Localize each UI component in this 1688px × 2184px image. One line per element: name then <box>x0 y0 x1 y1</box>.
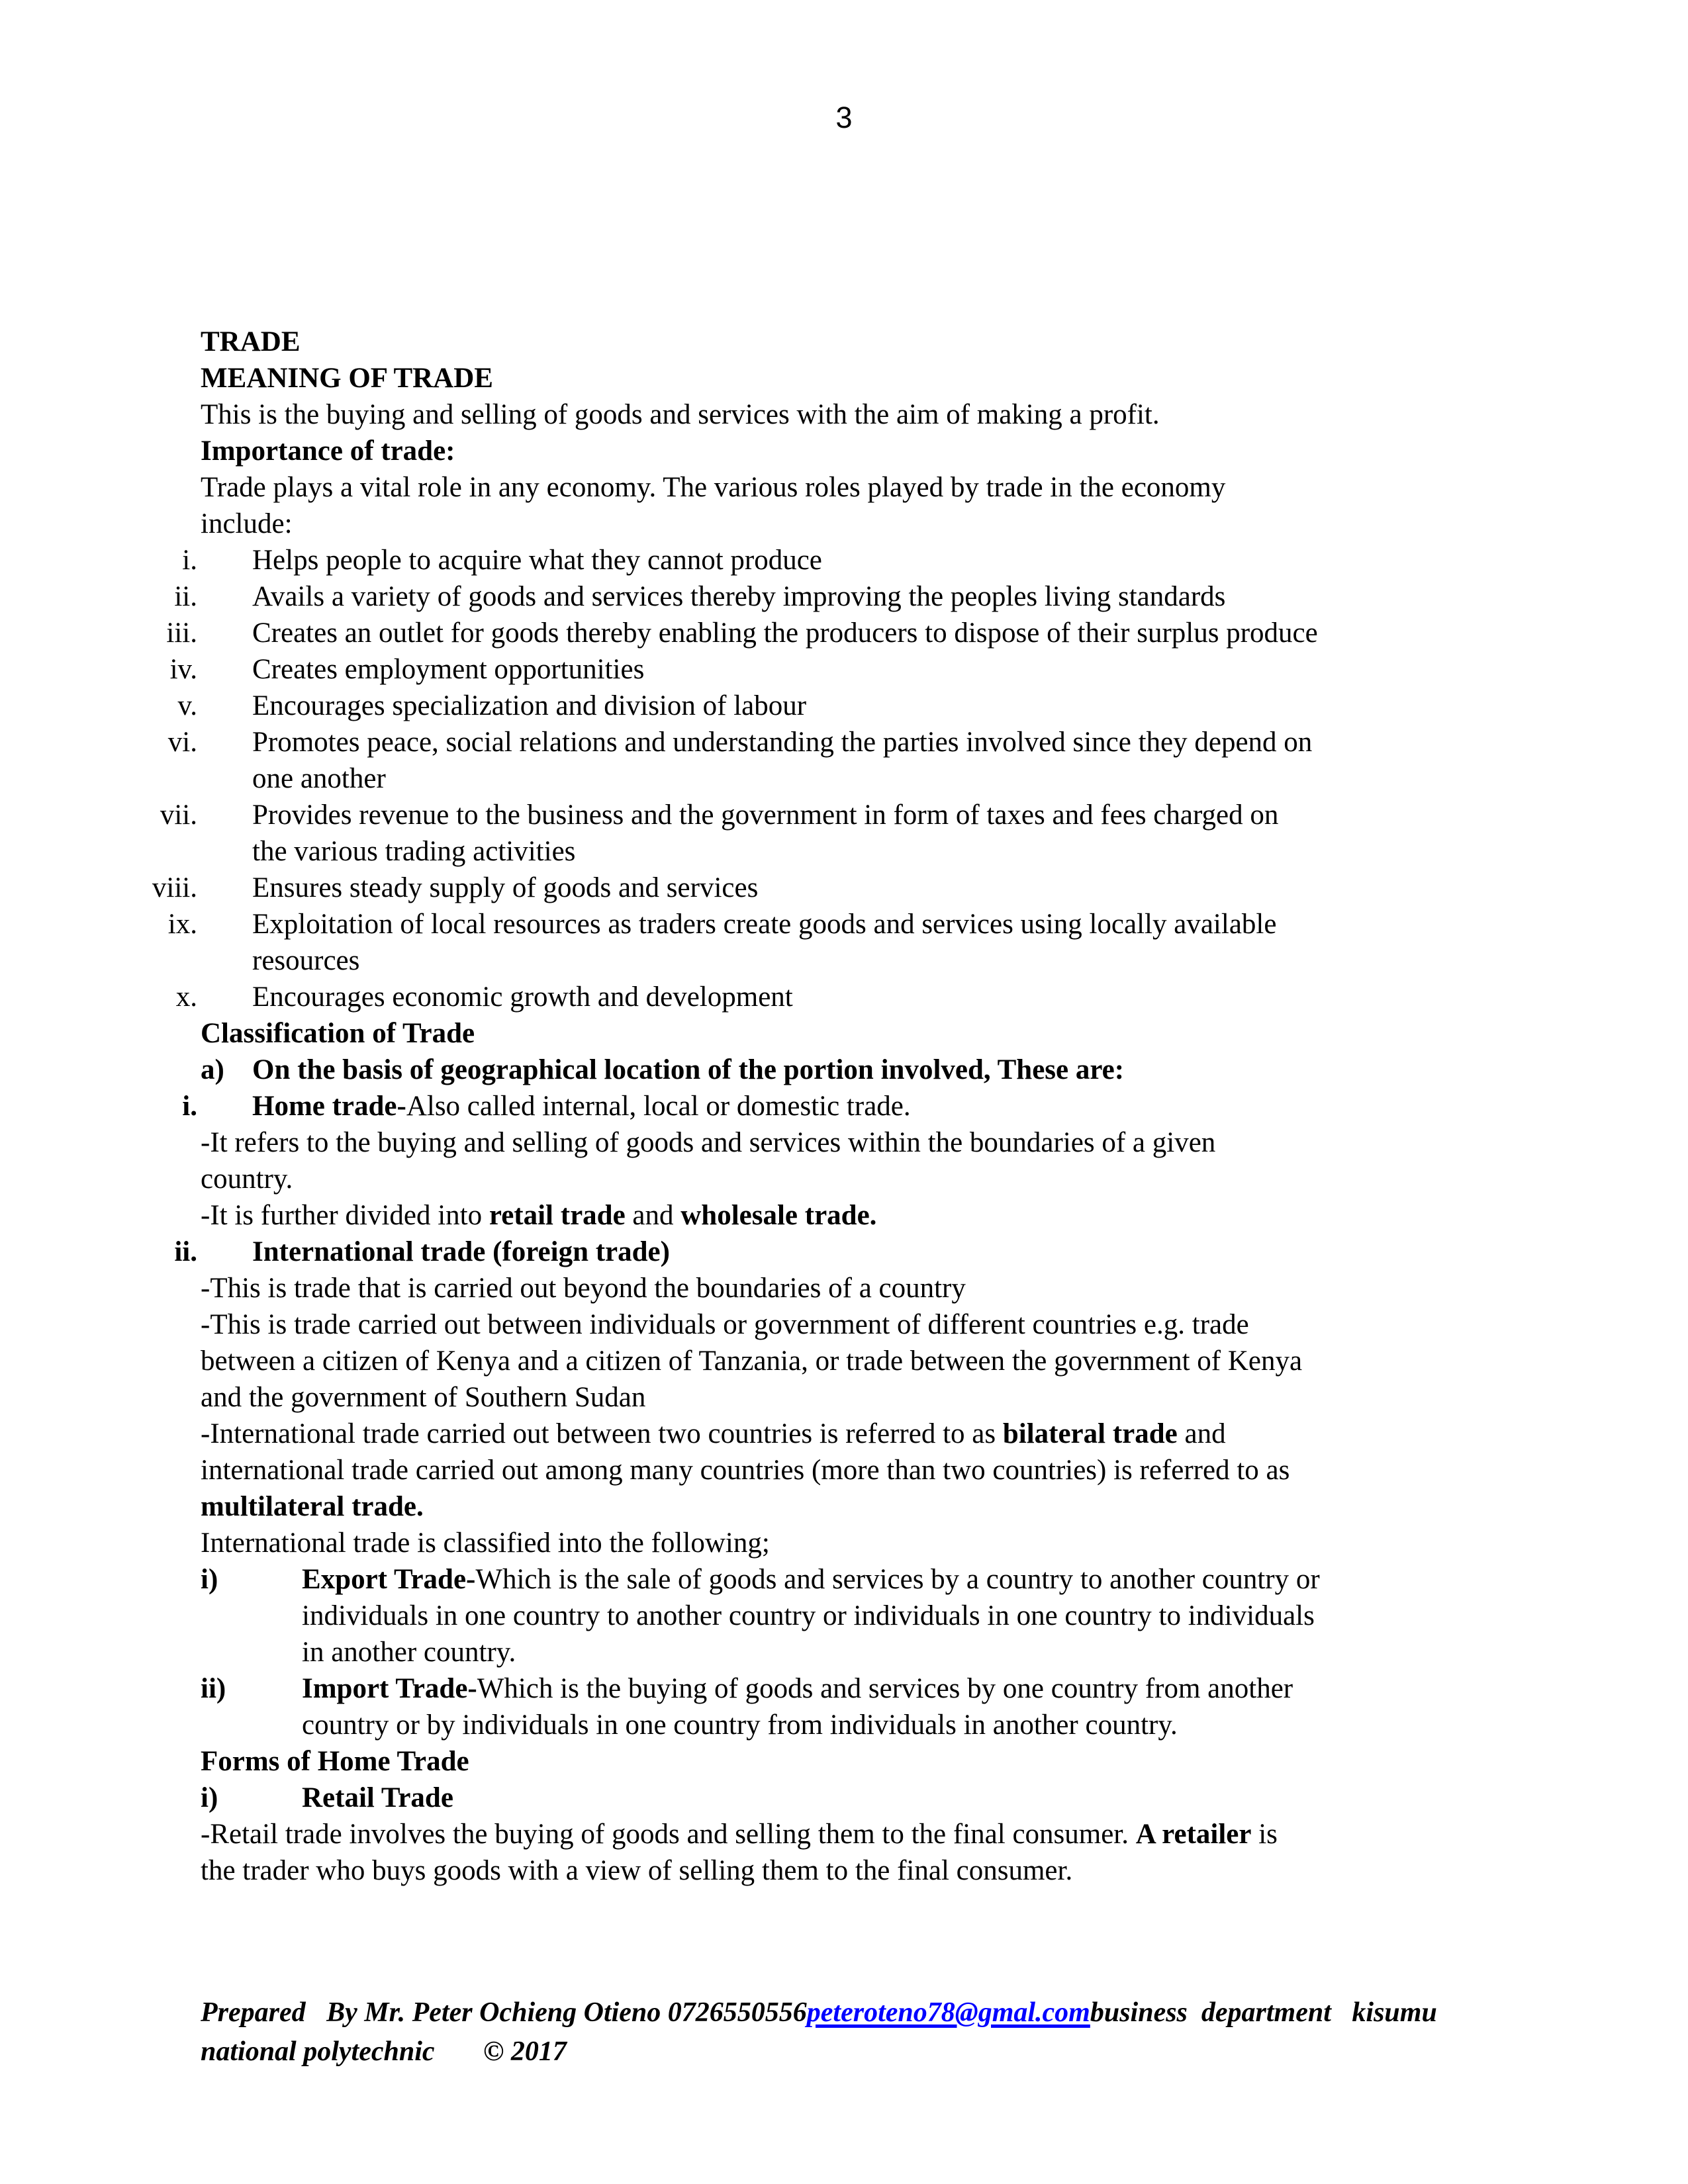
text-run: -This is trade that is carried out beyond the boundaries of a country <box>201 1273 966 1304</box>
text-line <box>174 578 1491 615</box>
text-run: is <box>1251 1819 1278 1850</box>
text-line <box>201 1015 1491 1052</box>
text-line <box>201 1852 1491 1889</box>
text-run: -It is further divided into <box>201 1200 489 1231</box>
text-run: Retail Trade <box>302 1782 453 1813</box>
text-run: Import Trade- <box>302 1673 477 1704</box>
text-line <box>166 615 1491 651</box>
list-marker: v. <box>177 690 197 721</box>
list-marker: iv. <box>169 654 197 685</box>
list-marker: a) <box>201 1054 224 1085</box>
text-run: retail trade <box>489 1200 626 1231</box>
text-run: Ensures steady supply of goods and services <box>252 872 759 903</box>
text-run: Home trade- <box>252 1091 406 1122</box>
text-line <box>201 1525 1491 1561</box>
text-line <box>201 433 1491 469</box>
list-marker: ii) <box>201 1673 226 1704</box>
text-run: Encourages economic growth and development <box>252 981 793 1013</box>
text-run: International trade is classified into the following; <box>201 1527 770 1559</box>
text-line <box>201 1488 1491 1525</box>
text-run: in another country. <box>302 1637 516 1668</box>
text-line <box>201 360 1491 396</box>
text-run: -It refers to the buying and selling of goods and services within the boundaries of a given <box>201 1127 1216 1158</box>
page-number: 3 <box>835 101 853 134</box>
email-link[interactable]: peteroteno78@gmal.com <box>806 1997 1090 2028</box>
text-line <box>169 651 1491 688</box>
text-run: Creates an outlet for goods thereby enabling the producers to dispose of their surplus produce <box>252 617 1318 649</box>
text-run: Prepared By Mr. Peter Ochieng Otieno 0726550556 <box>201 1997 807 2028</box>
text-run: international trade carried out among many countries (more than two countries) is referred to as <box>201 1455 1290 1486</box>
text-line <box>201 1379 1491 1416</box>
text-line <box>201 833 1491 870</box>
text-run: Trade plays a vital role in any economy. The various roles played by trade in the economy <box>201 472 1226 503</box>
text-run: and <box>625 1200 681 1231</box>
text-run: International trade (foreign trade) <box>252 1236 670 1267</box>
text-run: bilateral trade <box>1002 1418 1178 1449</box>
text-run: Creates employment opportunities <box>252 654 645 685</box>
text-run: This is the buying and selling of goods and services with the aim of making a profit. <box>201 399 1160 430</box>
text-run: Helps people to acquire what they cannot produce <box>252 545 822 576</box>
text-run: include: <box>201 508 293 539</box>
text-line <box>201 760 1491 797</box>
text-line <box>201 1743 1491 1780</box>
text-line <box>201 1124 1491 1161</box>
text-line <box>201 1306 1491 1343</box>
text-run: Also called internal, local or domestic trade. <box>406 1091 911 1122</box>
text-line <box>201 1197 1491 1234</box>
text-run: one another <box>252 763 386 794</box>
text-run: between a citizen of Kenya and a citizen of Tanzania, or trade between the government of Kenya <box>201 1345 1303 1377</box>
text-line <box>201 1670 1491 1707</box>
list-marker: x. <box>175 981 197 1013</box>
list-marker: i) <box>201 1564 218 1595</box>
text-run: national polytechnic © 2017 <box>201 2036 567 2067</box>
text-line <box>201 1270 1491 1306</box>
text-run: Provides revenue to the business and the government in form of taxes and fees charged on <box>252 799 1279 831</box>
text-run: Export Trade- <box>302 1564 476 1595</box>
text-line <box>201 1343 1491 1379</box>
list-marker: vii. <box>160 799 197 831</box>
text-run: business department kisumu <box>1090 1997 1437 2028</box>
text-run: the various trading activities <box>252 836 576 867</box>
text-run: country. <box>201 1163 293 1195</box>
list-marker: ii. <box>174 1236 197 1267</box>
text-run: individuals in one country to another country or individuals in one country to individuals <box>302 1600 1315 1631</box>
text-run: resources <box>252 945 360 976</box>
text-line <box>201 1416 1491 1452</box>
text-line <box>201 942 1491 979</box>
text-line <box>201 1816 1491 1852</box>
text-line <box>160 797 1491 833</box>
text-line <box>201 506 1491 542</box>
text-run: Which is the sale of goods and services by a country to another country or <box>475 1564 1320 1595</box>
text-line <box>201 1052 1491 1088</box>
list-marker: i. <box>182 1091 197 1122</box>
text-line <box>177 688 1491 724</box>
text-line <box>201 324 1491 360</box>
document-footer <box>201 1993 1624 2071</box>
document-body <box>152 324 1491 1889</box>
text-line <box>167 906 1491 942</box>
text-line <box>201 1707 1491 1743</box>
text-run: country or by individuals in one country from individuals in another country. <box>302 1709 1178 1741</box>
text-line <box>201 1780 1491 1816</box>
text-run: the trader who buys goods with a view of selling them to the final consumer. <box>201 1855 1073 1886</box>
list-marker: viii. <box>152 872 197 903</box>
text-line <box>175 979 1491 1015</box>
text-line <box>174 1234 1491 1270</box>
text-line <box>182 542 1491 578</box>
text-line <box>167 724 1491 760</box>
text-run: wholesale trade. <box>680 1200 877 1231</box>
list-marker: i) <box>201 1782 218 1813</box>
text-run: A retailer <box>1135 1819 1252 1850</box>
text-run: Importance of trade: <box>201 435 455 467</box>
text-line <box>201 1598 1491 1634</box>
list-marker: iii. <box>166 617 197 649</box>
text-run: Encourages specialization and division of labour <box>252 690 807 721</box>
text-line <box>201 469 1491 506</box>
text-run: Classification of Trade <box>201 1018 475 1049</box>
text-run: Exploitation of local resources as traders create goods and services using locally available <box>252 909 1277 940</box>
text-line <box>201 1452 1491 1488</box>
text-run: and the government of Southern Sudan <box>201 1382 646 1413</box>
text-run: On the basis of geographical location of the portion involved, These are: <box>252 1054 1125 1085</box>
text-run: Promotes peace, social relations and understanding the parties involved since they depend on <box>252 727 1313 758</box>
text-run: -This is trade carried out between individuals or government of different countries e.g. trade <box>201 1309 1249 1340</box>
text-run: and <box>1177 1418 1226 1449</box>
text-line <box>201 1561 1491 1598</box>
list-marker: ix. <box>167 909 197 940</box>
text-line <box>201 1161 1491 1197</box>
text-line <box>201 1993 1624 2032</box>
text-line <box>182 1088 1491 1124</box>
text-line <box>201 396 1491 433</box>
text-run: -Retail trade involves the buying of goods and selling them to the final consumer. <box>201 1819 1136 1850</box>
text-run: -International trade carried out between two countries is referred to as <box>201 1418 1003 1449</box>
text-line <box>152 870 1491 906</box>
list-marker: ii. <box>174 581 197 612</box>
text-line <box>201 1634 1491 1670</box>
text-run: Avails a variety of goods and services thereby improving the peoples living standards <box>252 581 1226 612</box>
text-run: multilateral trade. <box>201 1491 424 1522</box>
text-line <box>201 2032 1624 2071</box>
text-run: MEANING OF TRADE <box>201 363 493 394</box>
list-marker: i. <box>182 545 197 576</box>
text-run: TRADE <box>201 326 301 357</box>
text-run: Forms of Home Trade <box>201 1746 469 1777</box>
text-run: Which is the buying of goods and services by one country from another <box>477 1673 1293 1704</box>
list-marker: vi. <box>167 727 197 758</box>
